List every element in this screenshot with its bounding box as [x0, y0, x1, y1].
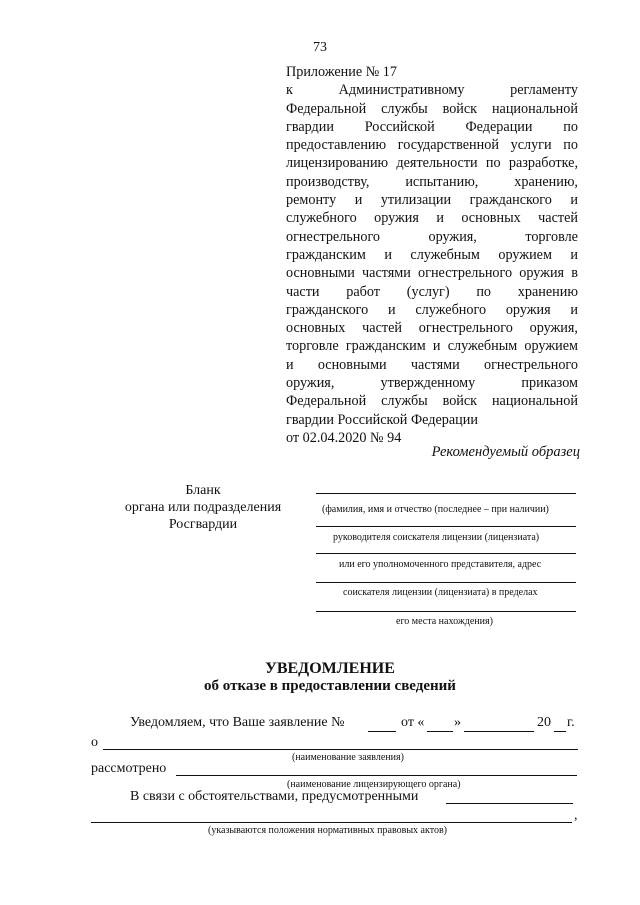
appendix-word: огнестрельного	[483, 356, 578, 373]
appendix-line	[286, 209, 578, 227]
appendix-word: гражданским	[286, 246, 366, 263]
appendix-line	[286, 173, 578, 191]
recipient-line-3	[316, 553, 576, 554]
blank-line-2: органа или подразделения	[124, 500, 282, 515]
appendix-word: лицензированию	[286, 155, 389, 172]
appendix-word: частей	[538, 210, 578, 227]
letterhead-blank	[100, 482, 306, 533]
appendix-word: и	[570, 246, 578, 263]
application-caption: (наименование заявления)	[292, 752, 404, 763]
appendix-word: гражданского	[469, 192, 552, 209]
appendix-line	[286, 63, 578, 81]
appendix-line	[286, 374, 578, 392]
application-number-line	[368, 731, 396, 732]
appendix-word: по	[485, 155, 501, 172]
appendix-word: по	[563, 118, 578, 135]
appendix-word: служебного	[286, 210, 357, 227]
recipient-line-4	[316, 582, 576, 583]
appendix-word: Федеральной	[286, 100, 367, 117]
appendix-word: оружия,	[428, 228, 477, 245]
appendix-word: Административному	[338, 82, 465, 99]
appendix-word: служебного	[415, 301, 487, 318]
application-name-line	[103, 749, 578, 750]
appendix-line	[286, 191, 578, 209]
month-line	[464, 731, 534, 732]
appendix-word: национальной	[491, 100, 578, 117]
year-line	[554, 731, 566, 732]
about-prefix: о	[91, 735, 98, 750]
appendix-word: (услуг)	[406, 283, 450, 300]
appendix-word: предоставлению	[286, 137, 387, 154]
notice-subtitle: об отказе в предоставлении сведений	[204, 678, 456, 694]
appendix-word: производству,	[286, 173, 370, 190]
provisions-line-1	[446, 803, 573, 804]
appendix-word: Приложение № 17	[286, 64, 397, 80]
page-number: 73	[313, 40, 327, 55]
appendix-word: оружия	[374, 210, 419, 227]
appendix-word: и	[436, 210, 444, 227]
organ-caption: (наименование лицензирующего органа)	[287, 779, 461, 790]
appendix-word: и	[388, 301, 396, 318]
quote-close: »	[454, 715, 461, 730]
appendix-word: Федеральной	[286, 393, 367, 410]
appendix-line	[286, 246, 578, 264]
recipient-line-1	[316, 493, 576, 494]
appendix-word: национальной	[491, 393, 578, 410]
appendix-word: оружия	[519, 265, 565, 282]
appendix-word: основными	[317, 356, 387, 373]
appendix-word: Российской	[364, 118, 435, 135]
appendix-word: оружия,	[286, 375, 335, 392]
appendix-word: утвержденному	[380, 375, 476, 392]
notify-from-text: от «	[401, 715, 425, 730]
appendix-line	[286, 411, 578, 429]
appendix-word: деятельности	[396, 155, 478, 172]
appendix-word: оружия	[505, 301, 551, 318]
appendix-word: утилизации	[380, 192, 452, 209]
appendix-word: регламенту	[510, 82, 578, 99]
recipient-caption-5: его места нахождения)	[396, 616, 493, 627]
year-prefix: 20	[537, 715, 551, 730]
appendix-line	[286, 337, 578, 355]
blank-line-1: Бланк	[185, 483, 221, 498]
appendix-word: Федерации	[465, 118, 533, 135]
notice-title: УВЕДОМЛЕНИЕ	[265, 660, 395, 677]
blank-line-3: Росгвардии	[168, 517, 238, 532]
appendix-line	[286, 136, 578, 154]
appendix-word: разработке,	[508, 155, 578, 172]
licensing-organ-line	[176, 775, 577, 776]
appendix-word: огнестрельного	[286, 228, 381, 245]
appendix-word: основных	[286, 320, 346, 337]
appendix-line	[286, 356, 578, 374]
appendix-line	[286, 283, 578, 301]
appendix-word: гражданским	[345, 338, 426, 355]
trailing-comma: ,	[574, 808, 578, 823]
appendix-word: гражданского	[286, 301, 369, 318]
appendix-word: частями	[410, 356, 460, 373]
appendix-word: и	[570, 192, 578, 209]
appendix-word: службы	[381, 100, 428, 117]
appendix-word: ремонту	[286, 192, 337, 209]
appendix-word: услуги	[510, 137, 552, 154]
appendix-word: торговле	[286, 338, 339, 355]
appendix-line	[286, 264, 578, 282]
appendix-line	[286, 319, 578, 337]
recipient-caption-2: руководителя соискателя лицензии (лицензиата)	[333, 532, 540, 543]
appendix-word: государственной	[397, 137, 499, 154]
recipient-caption-1: (фамилия, имя и отчество (последнее – при наличии)	[322, 504, 549, 515]
appendix-word: и	[570, 301, 578, 318]
appendix-word: оружием	[524, 338, 578, 355]
appendix-word: части	[286, 283, 320, 300]
appendix-word: по	[476, 283, 492, 300]
appendix-word: торговле	[525, 228, 578, 245]
recipient-line-5	[316, 611, 576, 612]
appendix-word: по	[563, 137, 578, 154]
appendix-word: частями	[362, 265, 411, 282]
appendix-word: оружием	[498, 246, 552, 263]
appendix-word: и	[432, 338, 441, 355]
day-line	[427, 731, 453, 732]
appendix-word: войск	[442, 393, 478, 410]
appendix-word: основными	[286, 265, 355, 282]
appendix-word: и	[354, 192, 363, 209]
year-suffix: г.	[567, 715, 575, 730]
considered-prefix: рассмотрено	[91, 761, 167, 776]
appendix-word: службы	[381, 393, 428, 410]
appendix-word: оружия,	[529, 320, 578, 337]
circumstances-text: В связи с обстоятельствами, предусмотренными	[130, 789, 419, 804]
appendix-line	[286, 154, 578, 172]
recommended-sample-label: Рекомендуемый образец	[431, 444, 580, 460]
appendix-word: хранению,	[514, 173, 578, 190]
appendix-block	[286, 63, 578, 447]
appendix-word: гвардии Российской Федерации	[286, 411, 478, 428]
appendix-word: гвардии	[286, 118, 334, 135]
recipient-caption-3: или его уполномоченного представителя, адрес	[339, 559, 542, 570]
acts-caption: (указываются положения нормативных правовых актов)	[208, 825, 448, 836]
appendix-word: работ	[346, 283, 380, 300]
appendix-word: хранению	[517, 283, 578, 300]
appendix-word: служебным	[447, 338, 518, 355]
appendix-word: и	[286, 356, 294, 373]
appendix-word: испытанию,	[405, 173, 479, 190]
recipient-line-2	[316, 526, 576, 527]
appendix-word: к	[286, 82, 293, 99]
appendix-word: от 02.04.2020 № 94	[286, 429, 402, 446]
appendix-word: огнестрельного	[418, 320, 513, 337]
appendix-line	[286, 81, 578, 99]
notify-text: Уведомляем, что Ваше заявление №	[130, 715, 345, 730]
provisions-line-2	[91, 822, 572, 823]
appendix-word: служебным	[410, 246, 480, 263]
appendix-word: основных	[461, 210, 521, 227]
appendix-line	[286, 118, 578, 136]
appendix-word: частей	[362, 320, 402, 337]
recipient-caption-4: соискателя лицензии (лицензиата) в пределах	[343, 587, 538, 598]
appendix-word: приказом	[521, 375, 578, 392]
appendix-word: в	[571, 265, 578, 282]
appendix-line	[286, 228, 578, 246]
appendix-line	[286, 100, 578, 118]
appendix-word: войск	[442, 100, 478, 117]
appendix-word: и	[384, 246, 392, 263]
appendix-line	[286, 392, 578, 410]
appendix-word: огнестрельного	[418, 265, 513, 282]
appendix-line	[286, 301, 578, 319]
